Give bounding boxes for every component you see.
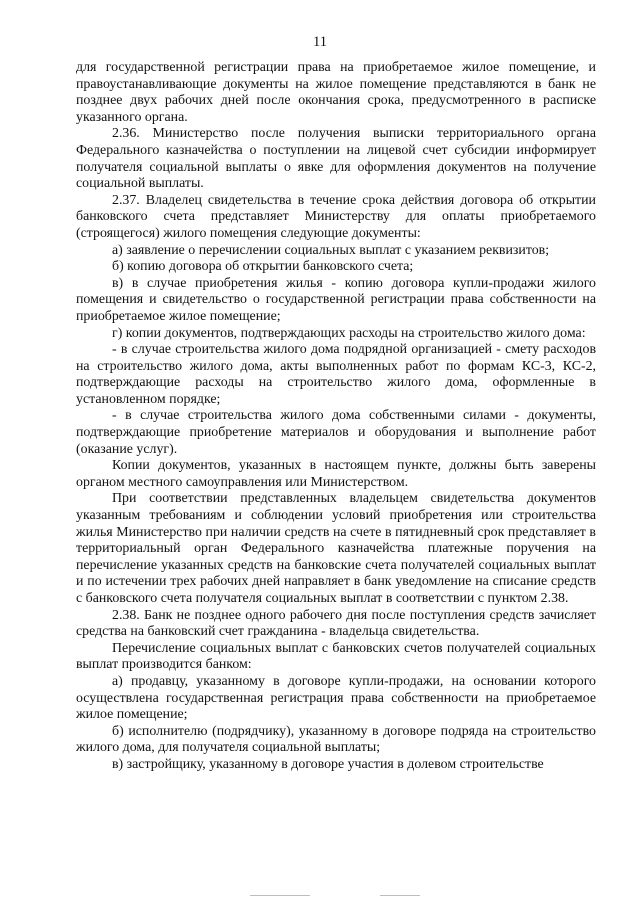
paragraph-copies: Копии документов, указанных в настоящем пункте, должны быть заверены органом местного самоуправления или Министерством. <box>76 458 596 490</box>
transfer-item-v: в) застройщику, указанному в договоре участия в долевом строительстве <box>112 756 544 772</box>
transfer-item-a: а) продавцу, указанному в договоре купли-продажи, на основании которого осуществлена государственная регистрация права собственности на приобретаемое жилое помещение; <box>76 673 596 723</box>
document-body <box>76 60 596 774</box>
list-item-a: а) заявление о перечислении социальных выплат с указанием реквизитов; <box>112 242 550 258</box>
sub-item-own-forces: - в случае строительства жилого дома собственными силами - документы, подтверждающие приобретение материалов и оборудования и выполнение работ (оказание услуг). <box>76 408 596 457</box>
transfer-item-b: б) исполнителю (подрядчику), указанному в договоре подряда на строительство жилого дома, для получателя социальной выплаты; <box>76 723 596 756</box>
sub-item-contractor: - в случае строительства жилого дома подрядной организацией - смету расходов на строительство жилого дома, акты выполненных работ по формам КС-3, КС-2, подтверждающие расходы на строительство жилого дома, оформленные в установленном порядке; <box>76 342 596 407</box>
list-item-g: г) копии документов, подтверждающих расходы на строительство жилого дома: <box>112 325 586 341</box>
scan-footer-marks <box>0 890 640 902</box>
list-item-b: б) копию договора об открытии банковского счета; <box>112 259 414 275</box>
paragraph-2-36: 2.36. Министерство после получения выписки территориального органа Федерального казначейства о поступлении на лицевой счет субсидии информирует получателя социальной выплаты о явке для оформления документов на получение социальной выплаты. <box>76 126 596 192</box>
paragraph-continuation: для государственной регистрации права на приобретаемое жилое помещение, и правоустанавливающие документы на жилое помещение представляются в банк не позднее двух рабочих дней после окончания срока, предусмотренного в расписке указанного органа. <box>76 60 596 125</box>
page-number: 11 <box>313 34 327 50</box>
paragraph-2-38: 2.38. Банк не позднее одного рабочего дня после поступления средств зачисляет средства на банковский счет гражданина - владельца свидетельства. <box>76 607 596 640</box>
list-item-v: в) в случае приобретения жилья - копию договора купли-продажи жилого помещения и свидетельство о государственной регистрации права собственности на приобретаемое жилое помещение; <box>76 275 596 324</box>
paragraph-2-37: 2.37. Владелец свидетельства в течение срока действия договора об открытии банковского счета представляет Министерству для оплаты приобретаемого (строящегося) жилого помещения следующие документы: <box>76 192 596 241</box>
paragraph-compliance: При соответствии представленных владельцем свидетельства документов указанным требованиям и соблюдении условий приобретения или строительства жилья Министерство при наличии средств на счете в пятидневный срок представляет в территориальный орган Федерального казначейства платежные поручения на перечисление указанных средств на банковские счета получателей социальных выплат и по истечении трех рабочих дней направляет в банк уведомление на списание средств с банковского счета получателя социальных выплат в соответствии с пунктом 2.38. <box>76 491 596 606</box>
paragraph-transfer: Перечисление социальных выплат с банковских счетов получателей социальных выплат производится банком: <box>76 640 596 673</box>
